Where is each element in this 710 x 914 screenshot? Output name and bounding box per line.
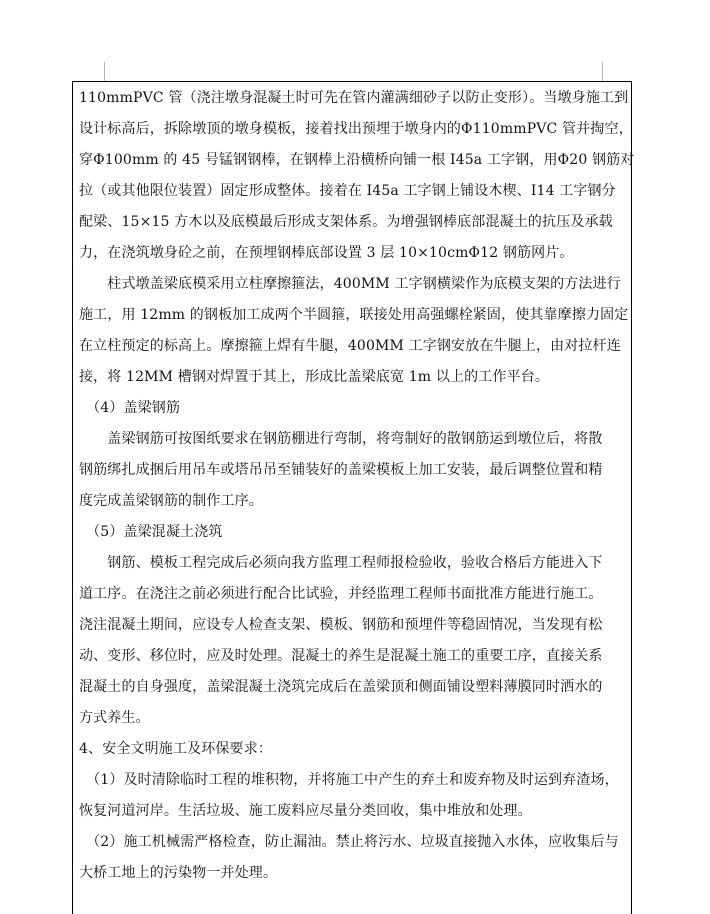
section-heading: 4、安全文明施工及环保要求： — [79, 741, 273, 757]
text-line: 在立柱预定的标高上。摩擦箍上焊有牛腿，400MM 工字钢安放在牛腿上，由对拉杆连 — [79, 338, 621, 354]
text-line: 钢筋绑扎成捆后用吊车或塔吊吊至铺装好的盖梁模板上加工安装，最后调整位置和精 — [79, 462, 603, 478]
text-line: 施工，用 12mm 的钢板加工成两个半圆箍，联接处用高强螺栓紧固，使其靠摩擦力固定 — [79, 307, 629, 323]
text-line: 大桥工地上的污染物一并处理。 — [79, 865, 278, 881]
corner-mark-top-right-vertical — [602, 62, 603, 82]
text-line: 110mmPVC 管（浇注墩身混凝土时可先在管内灌满细砂子以防止变形）。当墩身施工到 — [79, 90, 629, 106]
text-line: 钢筋、模板工程完成后必须向我方监理工程师报检验收，验收合格后方能进入下 — [79, 555, 603, 571]
text-line: 接，将 12MM 槽钢对焊置于其上，形成比盖梁底宽 1m 以上的工作平台。 — [79, 369, 550, 385]
text-line: 道工序。在浇注之前必须进行配合比试验，并经监理工程师书面批准方能进行施工。 — [79, 586, 603, 602]
text-line: 混凝土的自身强度，盖梁混凝土浇筑完成后在盖梁顶和侧面铺设塑料薄膜同时洒水的 — [79, 679, 603, 695]
text-line: 动、变形、移位时，应及时处理。混凝土的养生是混凝土施工的重要工序，直接关系 — [79, 648, 603, 664]
text-line: 盖梁钢筋可按图纸要求在钢筋棚进行弯制，将弯制好的散钢筋运到墩位后，将散 — [79, 431, 603, 447]
text-line: 方式养生。 — [79, 710, 150, 726]
text-line: 度完成盖梁钢筋的制作工序。 — [79, 493, 263, 509]
text-line: 力，在浇筑墩身砼之前，在预埋钢棒底部设置 3 层 10×10cmΦ12 钢筋网片。 — [79, 245, 574, 261]
section-heading: （4）盖梁钢筋 — [79, 400, 181, 416]
text-line: 恢复河道河岸。生活垃圾、施工废料应尽量分类回收，集中堆放和处理。 — [79, 803, 532, 819]
corner-mark-top-left-vertical — [104, 62, 105, 82]
section-heading: （5）盖梁混凝土浇筑 — [79, 524, 223, 540]
text-line: 穿Φ100mm 的 45 号锰钢钢棒，在钢棒上沿横桥向铺一根 I45a 工字钢，用Φ20 钢筋对 — [79, 152, 635, 168]
text-line: （2）施工机械需严格检查，防止漏油。禁止将污水、垃圾直接抛入水体，应收集后与 — [79, 834, 619, 850]
text-line: 设计标高后，拆除墩顶的墩身模板，接着找出预埋于墩身内的Φ110mmPVC 管并掏空， — [79, 121, 633, 137]
text-line: （1）及时清除临时工程的堆积物，并将施工中产生的弃土和废弃物及时运到弃渣场， — [79, 772, 619, 788]
text-line: 配梁、15×15 方木以及底模最后形成支架体系。为增强钢棒底部混凝土的抗压及承载 — [79, 214, 613, 230]
text-line: 拉（或其他限位装置）固定形成整体。接着在 I45a 工字钢上铺设木楔、I14 工字钢分 — [79, 183, 616, 199]
text-line: 柱式墩盖梁底模采用立柱摩擦箍法，400MM 工字钢横梁作为底模支架的方法进行 — [79, 276, 621, 292]
text-line: 浇注混凝土期间，应设专人检查支架、模板、钢筋和预埋件等稳固情况，当发现有松 — [79, 617, 603, 633]
